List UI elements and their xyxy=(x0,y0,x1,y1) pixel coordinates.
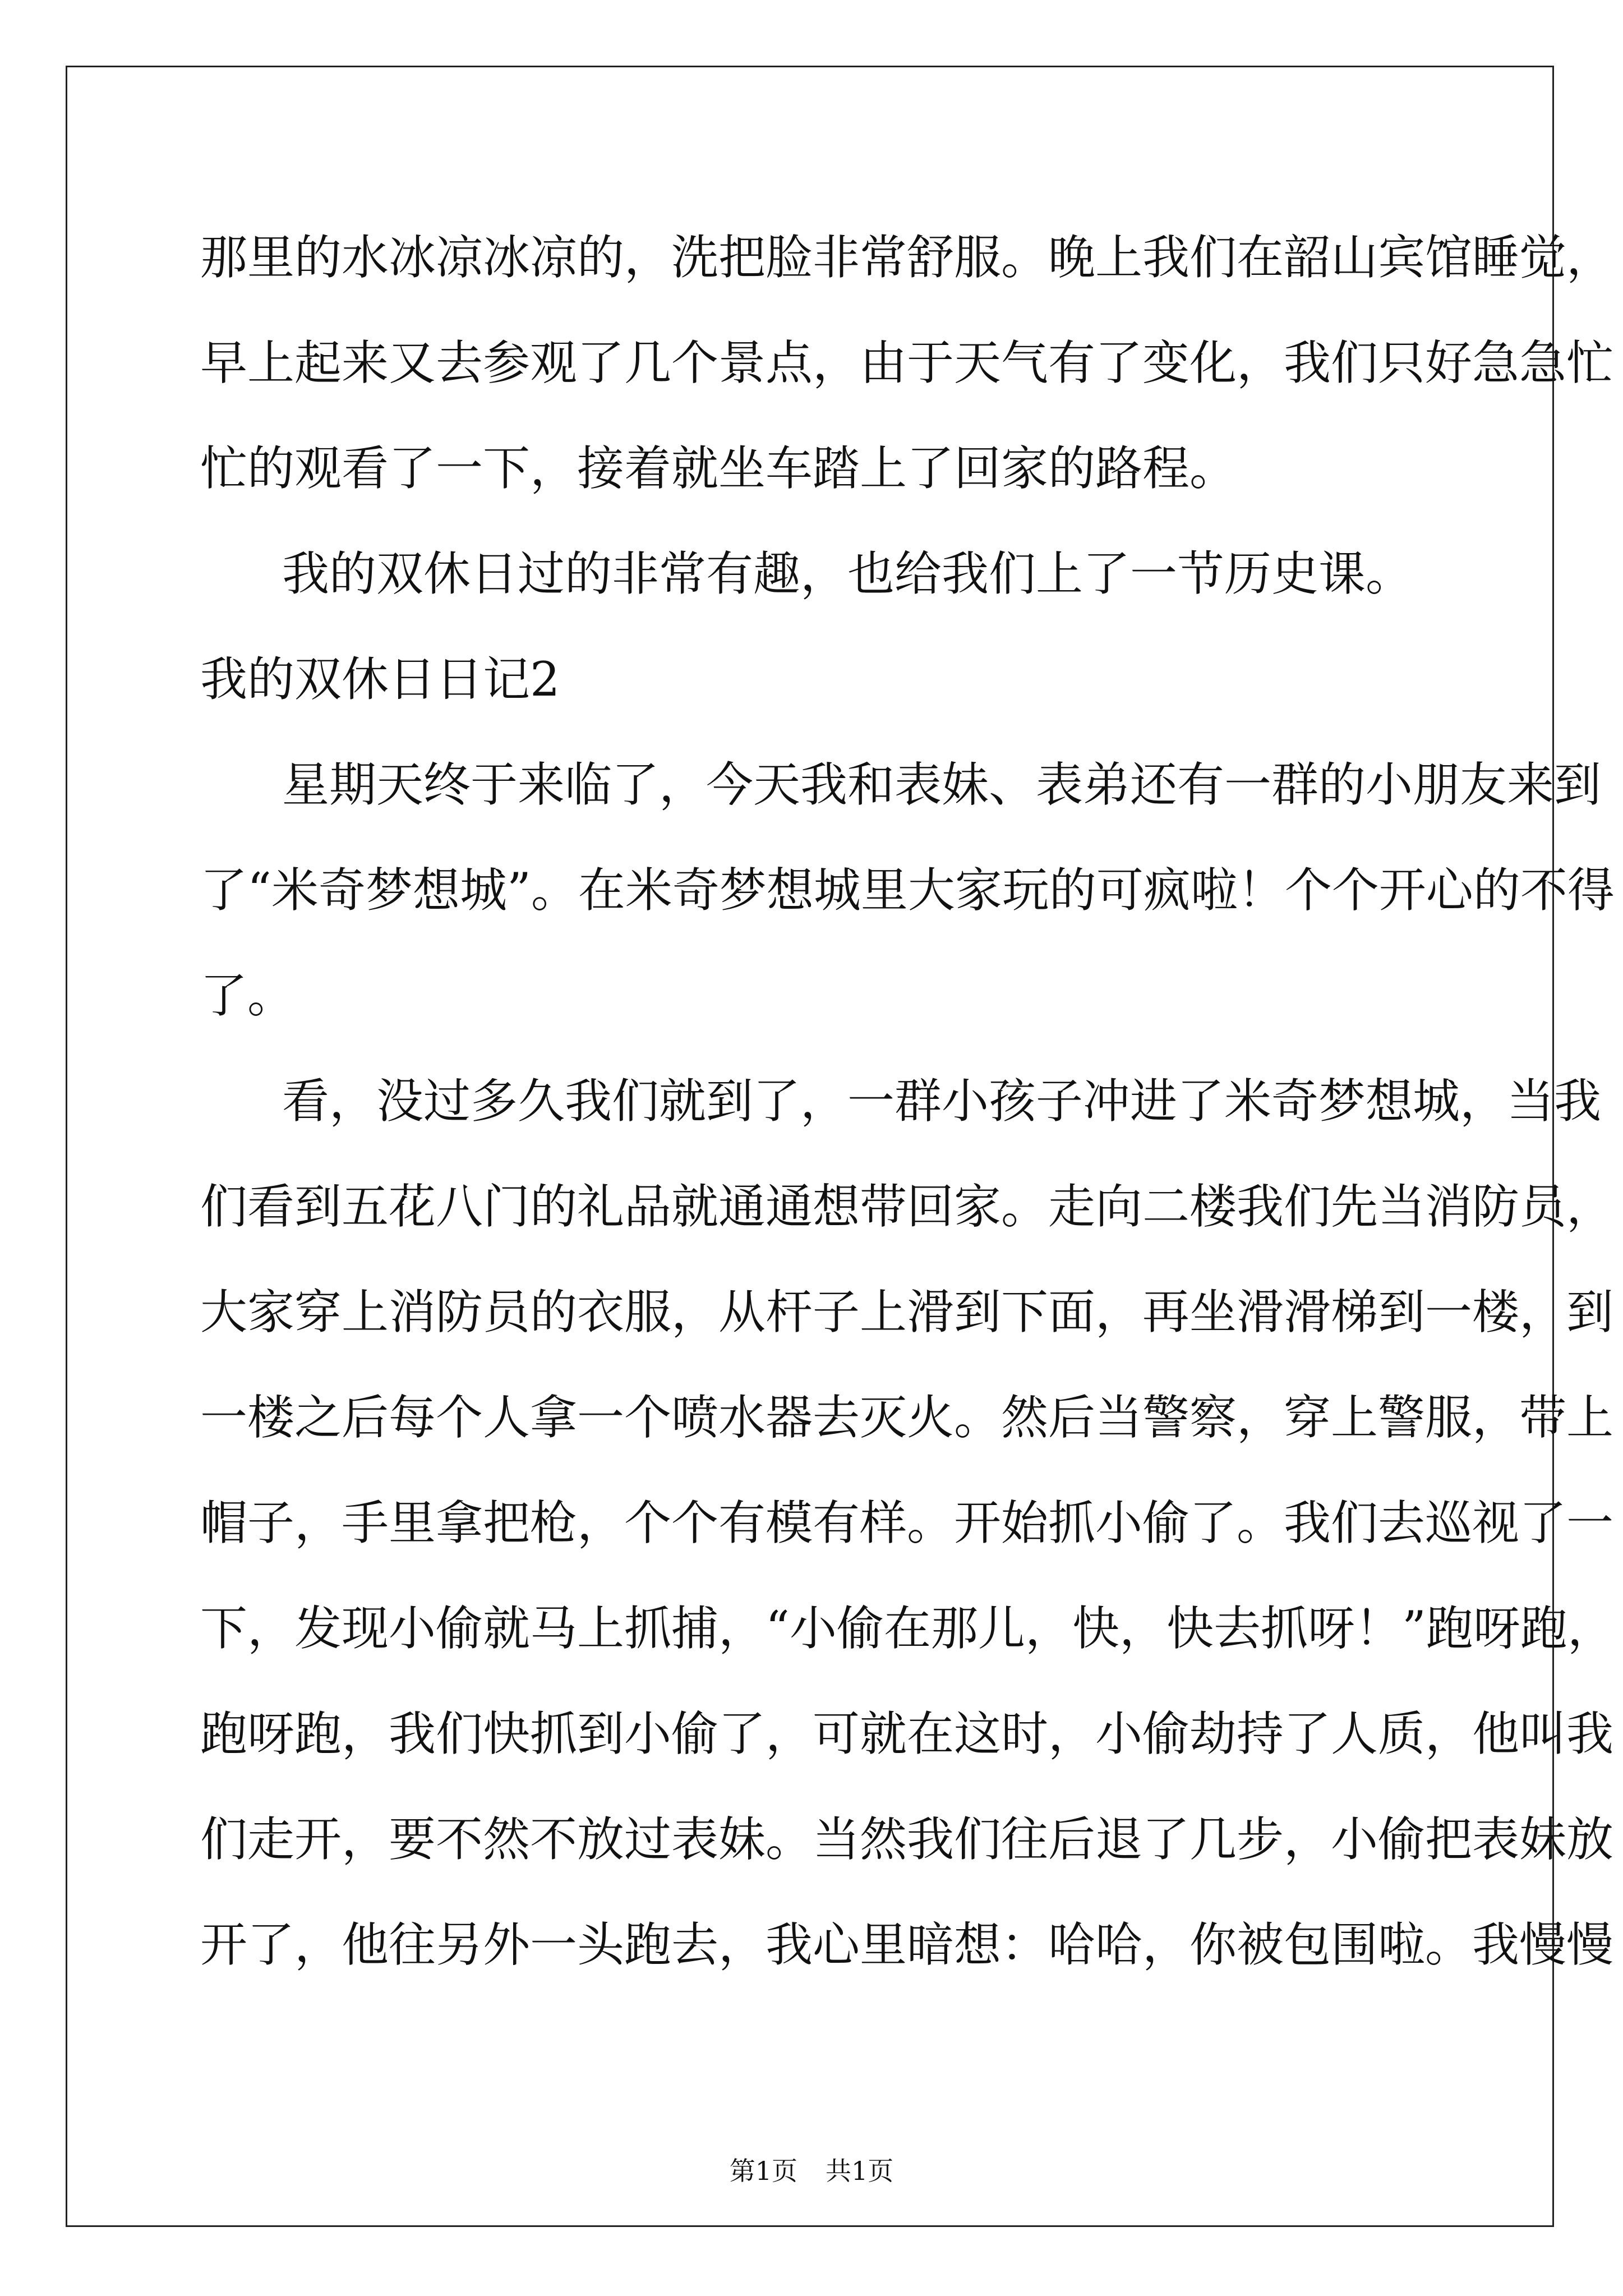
paragraph-start-line: 看，没过多久我们就到了，一群小孩子冲进了米奇梦想城，当我 xyxy=(282,1074,1602,1129)
body-line: 了“米奇梦想城”。在米奇梦想城里大家玩的可疯啦！个个开心的不得 xyxy=(200,863,1615,918)
paragraph-start-line: 星期天终于来临了，今天我和表妹、表弟还有一群的小朋友来到 xyxy=(282,757,1602,812)
body-line: 早上起来又去参观了几个景点，由于天气有了变化，我们只好急急忙 xyxy=(200,335,1614,390)
paragraph-start-line: 我的双休日过的非常有趣，也给我们上了一节历史课。 xyxy=(282,546,1413,601)
body-line: 跑呀跑，我们快抓到小偷了，可就在这时，小偷劫持了人质，他叫我 xyxy=(200,1706,1614,1761)
body-line: 了。 xyxy=(200,968,295,1023)
body-line: 们走开，要不然不放过表妹。当然我们往后退了几步，小偷把表妹放 xyxy=(200,1812,1614,1867)
body-line: 们看到五花八门的礼品就通通想带回家。走向二楼我们先当消防员， xyxy=(200,1179,1614,1234)
page-number: 第1页 xyxy=(729,2156,797,2186)
document-body xyxy=(200,205,1615,1998)
body-line: 下，发现小偷就马上抓捕，“小偷在那儿，快，快去抓呀！”跑呀跑， xyxy=(200,1601,1615,1656)
body-line: 大家穿上消防员的衣服，从杆子上滑到下面，再坐滑滑梯到一楼，到 xyxy=(200,1285,1614,1340)
page-total: 共1页 xyxy=(826,2156,894,2186)
body-line: 帽子，手里拿把枪，个个有模有样。开始抓小偷了。我们去巡视了一 xyxy=(200,1496,1614,1550)
body-line: 那里的水冰凉冰凉的，洗把脸非常舒服。晚上我们在韶山宾馆睡觉， xyxy=(200,230,1614,285)
section-title: 我的双休日日记2 xyxy=(200,652,560,707)
page-footer xyxy=(0,2154,1623,2188)
body-line: 忙的观看了一下，接着就坐车踏上了回家的路程。 xyxy=(200,441,1237,496)
body-line: 开了，他往另外一头跑去，我心里暗想：哈哈，你被包围啦。我慢慢 xyxy=(200,1917,1614,1972)
body-line: 一楼之后每个人拿一个喷水器去灭火。然后当警察，穿上警服，带上 xyxy=(200,1390,1614,1445)
